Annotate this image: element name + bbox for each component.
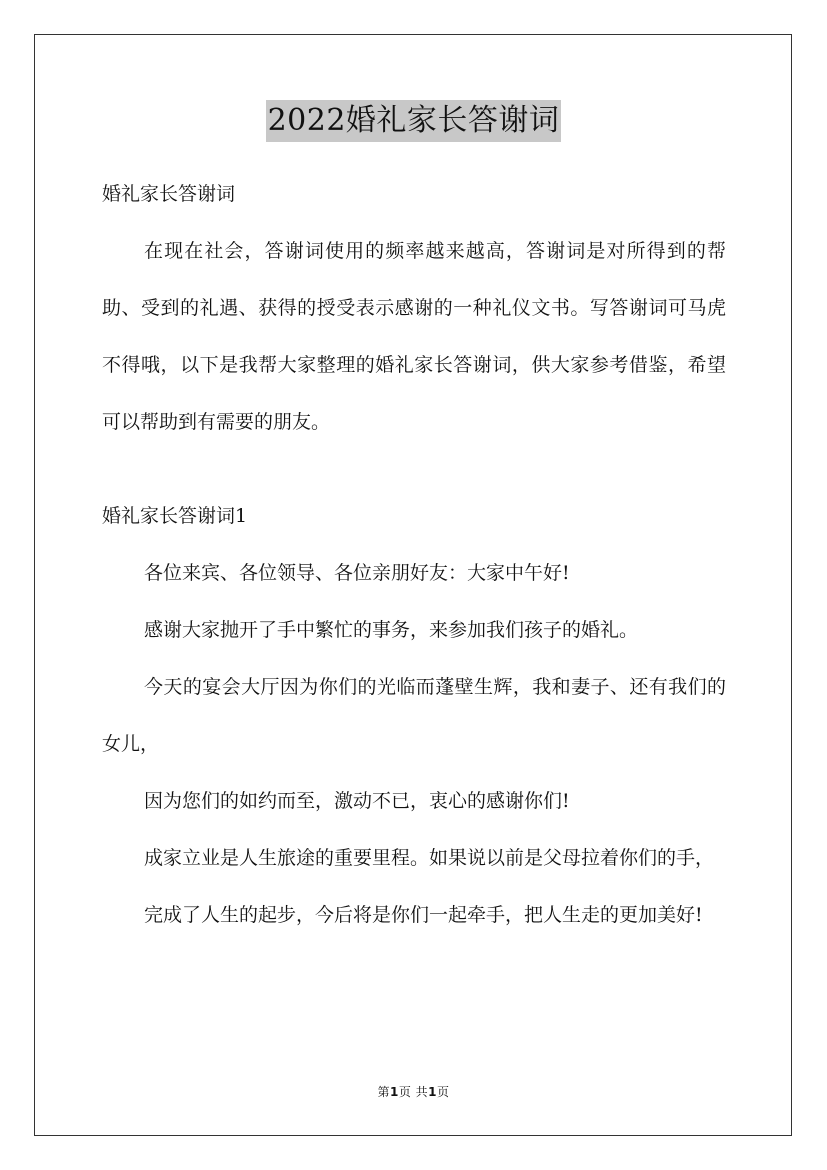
speech-paragraph: 今天的宴会大厅因为你们的光临而蓬壁生辉，我和妻子、还有我们的女儿， (102, 676, 726, 755)
page-mid: 页 共 (398, 1085, 429, 1099)
title-container (0, 100, 827, 142)
document-title: 2022婚礼家长答谢词 (266, 100, 562, 142)
speech-heading: 婚礼家长答谢词1 (102, 505, 248, 527)
speech-paragraph: 完成了人生的起步，今后将是你们一起牵手，把人生走的更加美好! (144, 904, 703, 926)
document-body (102, 165, 726, 944)
page-current: 1 (389, 1085, 399, 1099)
speech-paragraph: 成家立业是人生旅途的重要里程。如果说以前是父母拉着你们的手， (144, 847, 715, 869)
speech-paragraph: 因为您们的如约而至，激动不已，衷心的感谢你们! (144, 790, 570, 812)
intro-paragraph: 在现在社会，答谢词使用的频率越来越高，答谢词是对所得到的帮助、受到的礼遇、获得的授受表示感谢的一种礼仪文书。写答谢词可马虎不得哦，以下是我帮大家整理的婚礼家长答谢词，供大家参考借鉴，希望可以帮助到有需要的朋友。 (102, 240, 726, 433)
page-suffix: 页 (437, 1085, 450, 1099)
page-prefix: 第 (377, 1085, 390, 1099)
page-footer (0, 1083, 827, 1100)
speech-paragraph: 感谢大家抛开了手中繁忙的事务，来参加我们孩子的婚礼。 (144, 619, 639, 641)
section-heading: 婚礼家长答谢词 (102, 183, 236, 205)
page-total: 1 (428, 1085, 438, 1099)
speech-paragraph: 各位来宾、各位领导、各位亲朋好友：大家中午好! (144, 562, 570, 584)
